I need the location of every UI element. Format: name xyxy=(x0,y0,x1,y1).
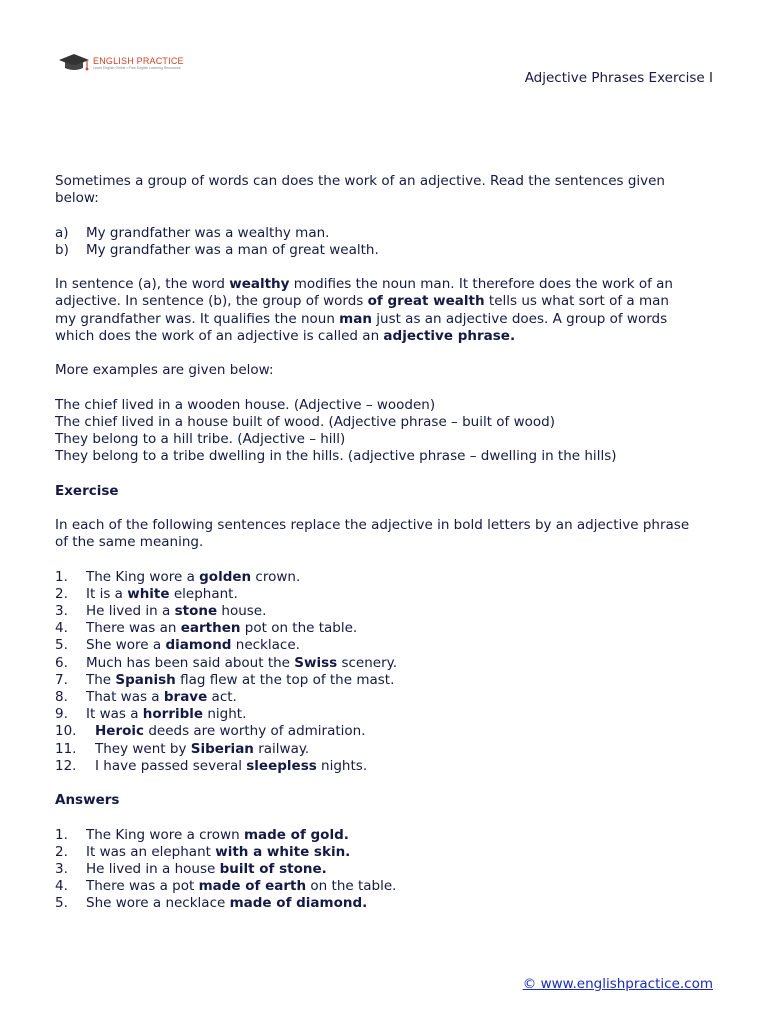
answers-heading: Answers xyxy=(55,792,120,809)
example-sentences xyxy=(55,225,720,259)
list-item: a) My grandfather was a wealthy man. xyxy=(55,224,330,241)
explanation-paragraph: In sentence (a), the word wealthy modifies the noun man. It therefore does the work of an adjective. In sentence (b), the group of words of great wealth tells us what sort of a man my grandfather was. It qualifies the noun man just as an adjective does. A group of words which does the work of an adjective is called an adjective phrase. xyxy=(55,276,673,344)
list-item: 5. She wore a necklace made of diamond. xyxy=(55,895,368,912)
intro-paragraph: Sometimes a group of words can does the work of an adjective. Read the sentences given below: xyxy=(55,173,665,207)
more-examples-heading: More examples are given below: xyxy=(55,362,274,379)
answers-list xyxy=(55,827,720,913)
list-item: 6. Much has been said about the Swiss scenery. xyxy=(55,654,397,671)
site-logo xyxy=(57,52,184,74)
list-item: 5. She wore a diamond necklace. xyxy=(55,637,300,654)
list-item: The chief lived in a house built of wood. (Adjective phrase – built of wood) xyxy=(55,413,556,430)
list-item: 3. He lived in a stone house. xyxy=(55,602,267,619)
list-item: 11. They went by Siberian railway. xyxy=(55,740,310,757)
document-body xyxy=(55,173,720,930)
list-item: 2. It is a white elephant. xyxy=(55,585,238,602)
more-examples-list xyxy=(55,397,720,466)
list-item: They belong to a tribe dwelling in the hills. (adjective phrase – dwelling in the hills) xyxy=(55,448,617,465)
list-item: The chief lived in a wooden house. (Adjective – wooden) xyxy=(55,396,436,413)
list-item: 3. He lived in a house built of stone. xyxy=(55,860,327,877)
footer xyxy=(523,976,713,992)
logo-title: ENGLISH PRACTICE xyxy=(93,55,184,66)
exercise-list xyxy=(55,569,720,775)
list-item: 2. It was an elephant with a white skin. xyxy=(55,843,351,860)
website-link[interactable]: © www.englishpractice.com xyxy=(522,976,713,992)
list-item: 4. There was a pot made of earth on the table. xyxy=(55,878,397,895)
list-item: 7. The Spanish flag flew at the top of the mast. xyxy=(55,671,395,688)
list-item: 8. That was a brave act. xyxy=(55,688,237,705)
logo-tagline: Learn English Online • Free English Learning Resources xyxy=(93,65,181,70)
list-item: 10. Heroic deeds are worthy of admiration. xyxy=(55,723,366,740)
list-item: 9. It was a horrible night. xyxy=(55,706,247,723)
list-item: 12. I have passed several sleepless nights. xyxy=(55,757,368,774)
document-title: Adjective Phrases Exercise I xyxy=(524,70,713,86)
graduation-cap-icon xyxy=(57,52,91,74)
list-item: 1. The King wore a golden crown. xyxy=(55,568,301,585)
exercise-instructions: In each of the following sentences replace the adjective in bold letters by an adjective phrase of the same meaning. xyxy=(55,516,690,551)
list-item: 1. The King wore a crown made of gold. xyxy=(55,826,349,843)
list-item: 4. There was an earthen pot on the table. xyxy=(55,620,358,637)
list-item: They belong to a hill tribe. (Adjective – hill) xyxy=(55,430,346,447)
list-item: b) My grandfather was a man of great wealth. xyxy=(55,241,379,258)
exercise-heading: Exercise xyxy=(55,482,119,499)
